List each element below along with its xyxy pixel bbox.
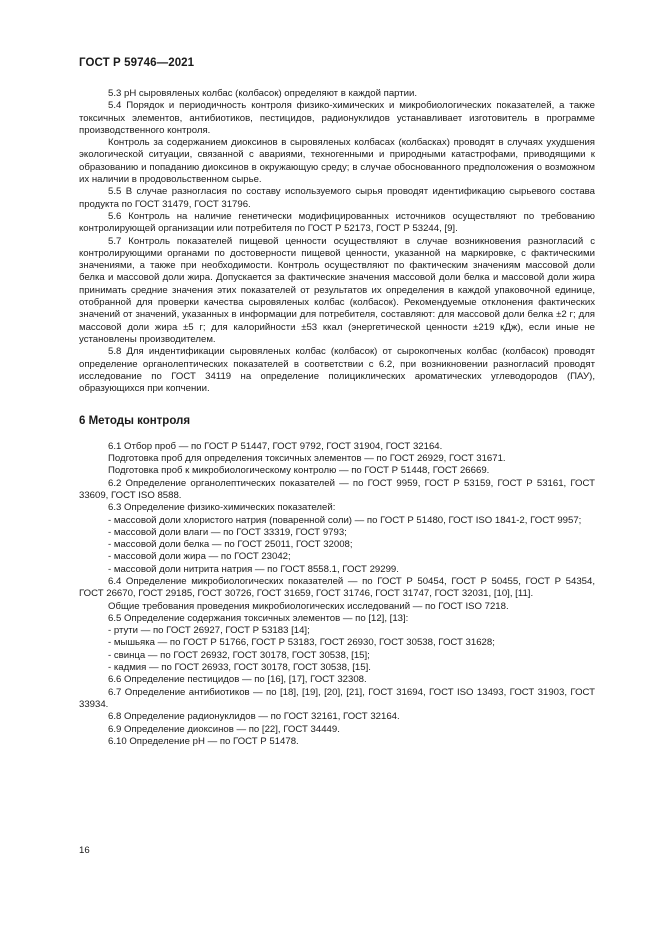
paragraph-5-4: 5.4 Порядок и периодичность контроля физико-химических и микробиологических показателей, а также токсичных элементов, антибиотиков, пестицидов, радионуклидов устанавливает изготовитель в программе производственного контроля. [79, 100, 595, 136]
list-item-salt: - массовой доли хлористого натрия (поваренной соли) — по ГОСТ Р 51480, ГОСТ ISO 1841-2, ГОСТ 9957; [108, 514, 582, 526]
list-item-moisture: - массовой доли влаги — по ГОСТ 33319, ГОСТ 9793; [108, 526, 347, 538]
paragraph-5-7: 5.7 Контроль показателей пищевой ценности осуществляют в случае возникновения разногласий с контролирующими органами по достоверности пищевой ценности, указанной на маркировке, с фактическими значениями, а также при необходимости. Контроль осуществляют по фактическим значениям массовой доли белка и массовой доли жира. Допускается за фактические значения массовой доли белка и массовой доли жира принимать средние значения этих показателей от результатов их определения в каждой упаковочной единице, отобранной для проверки качества сыровяленых колбас (колбасок). Рекомендуемые отклонения фактических значений от значений, указанных в информации для потребителя, составляют: для массовой доли белка ±2 г; для массовой доли жира ±5 г; для калорийности ±53 ккал (энергетической ценности ±219 кДж), если иные не установлены производителем. [79, 235, 595, 345]
paragraph-6-10: 6.10 Определение pH — по ГОСТ Р 51478. [108, 735, 299, 747]
document-header: ГОСТ Р 59746—2021 [79, 57, 195, 69]
paragraph-5-3: 5.3 pH сыровяленых колбас (колбасок) определяют в каждой партии. [108, 88, 418, 99]
paragraph-micro-sample-prep: Подготовка проб к микробиологическому контролю — по ГОСТ Р 51448, ГОСТ 26669. [108, 465, 490, 477]
paragraph-6-9: 6.9 Определение диоксинов — по [22], ГОСТ 34449. [108, 723, 340, 735]
paragraph-6-5: 6.5 Определение содержания токсичных элементов — по [12], [13]: [108, 612, 409, 624]
paragraph-6-8: 6.8 Определение радионуклидов — по ГОСТ 32161, ГОСТ 32164. [108, 711, 400, 723]
list-item-mercury: - ртути — по ГОСТ 26927, ГОСТ Р 53183 [14]; [108, 625, 310, 637]
paragraph-dioxins-control: Контроль за содержанием диоксинов в сыровяленых колбасах (колбасках) проводят в случаях ухудшения экологической ситуации, связанной с авариями, техногенными и природными катастрофами, приводящими к образованию и попаданию диоксинов в окружающую среду; в случае обоснованного предположения о возможном их наличии в продовольственном сырье. [79, 137, 595, 186]
list-item-lead: - свинца — по ГОСТ 26932, ГОСТ 30178, ГОСТ 30538, [15]; [108, 649, 370, 661]
paragraph-6-7: 6.7 Определение антибиотиков — по [18], [19], [20], [21], ГОСТ 31694, ГОСТ ISO 13493, ГОСТ 31903, ГОСТ 33934. [79, 686, 595, 710]
section-title: 6 Методы контроля [79, 415, 191, 428]
paragraph-micro-general: Общие требования проведения микробиологических исследований — по ГОСТ ISO 7218. [108, 600, 509, 612]
page-number: 16 [79, 845, 90, 856]
list-item-fat: - массовой доли жира — по ГОСТ 23042; [108, 551, 291, 563]
paragraph-5-8: 5.8 Для индентификации сыровяленых колбас (колбасок) от сырокопченых колбас (колбасок) проводят определение органолептических показателей в соответствии с 6.2, при возникновении разногласий проводят исследование по ГОСТ 34119 на определение полициклических ароматических углеводородов (ПАУ), образующихся при копчении. [79, 346, 595, 395]
list-item-protein: - массовой доли белка — по ГОСТ 25011, ГОСТ 32008; [108, 539, 353, 551]
list-item-arsenic: - мышьяка — по ГОСТ Р 51766, ГОСТ Р 53183, ГОСТ 26930, ГОСТ 30538, ГОСТ 31628; [108, 637, 495, 649]
list-item-nitrite: - массовой доли нитрита натрия — по ГОСТ 8558.1, ГОСТ 29299. [108, 563, 399, 575]
paragraph-5-5: 5.5 В случае разногласия по составу используемого сырья проводят идентификацию сырьевого состава продукта по ГОСТ 31479, ГОСТ 31796. [79, 186, 595, 210]
paragraph-6-3: 6.3 Определение физико-химических показателей: [108, 502, 336, 514]
document-body [79, 88, 595, 748]
paragraph-5-6: 5.6 Контроль на наличие генетически модифицированных источников осуществляют по требованию контролирующей организации или потребителя по ГОСТ Р 52173, ГОСТ Р 53244, [9]. [79, 210, 595, 235]
paragraph-6-2: 6.2 Определение органолептических показателей — по ГОСТ 9959, ГОСТ Р 53159, ГОСТ Р 53161, ГОСТ 33609, ГОСТ ISO 8588. [79, 477, 595, 501]
paragraph-6-4: 6.4 Определение микробиологических показателей — по ГОСТ Р 50454, ГОСТ Р 50455, ГОСТ Р 54354, ГОСТ 26670, ГОСТ 29185, ГОСТ 30726, ГОСТ 31659, ГОСТ 31746, ГОСТ 31747, ГОСТ 32031, [10], [11]. [79, 575, 595, 600]
paragraph-toxic-sample-prep: Подготовка проб для определения токсичных элементов — по ГОСТ 26929, ГОСТ 31671. [108, 453, 506, 465]
list-item-cadmium: - кадмия — по ГОСТ 26933, ГОСТ 30178, ГОСТ 30538, [15]. [108, 662, 371, 674]
paragraph-6-1: 6.1 Отбор проб — по ГОСТ Р 51447, ГОСТ 9792, ГОСТ 31904, ГОСТ 32164. [108, 440, 443, 452]
paragraph-6-6: 6.6 Определение пестицидов — по [16], [17], ГОСТ 32308. [108, 674, 367, 686]
